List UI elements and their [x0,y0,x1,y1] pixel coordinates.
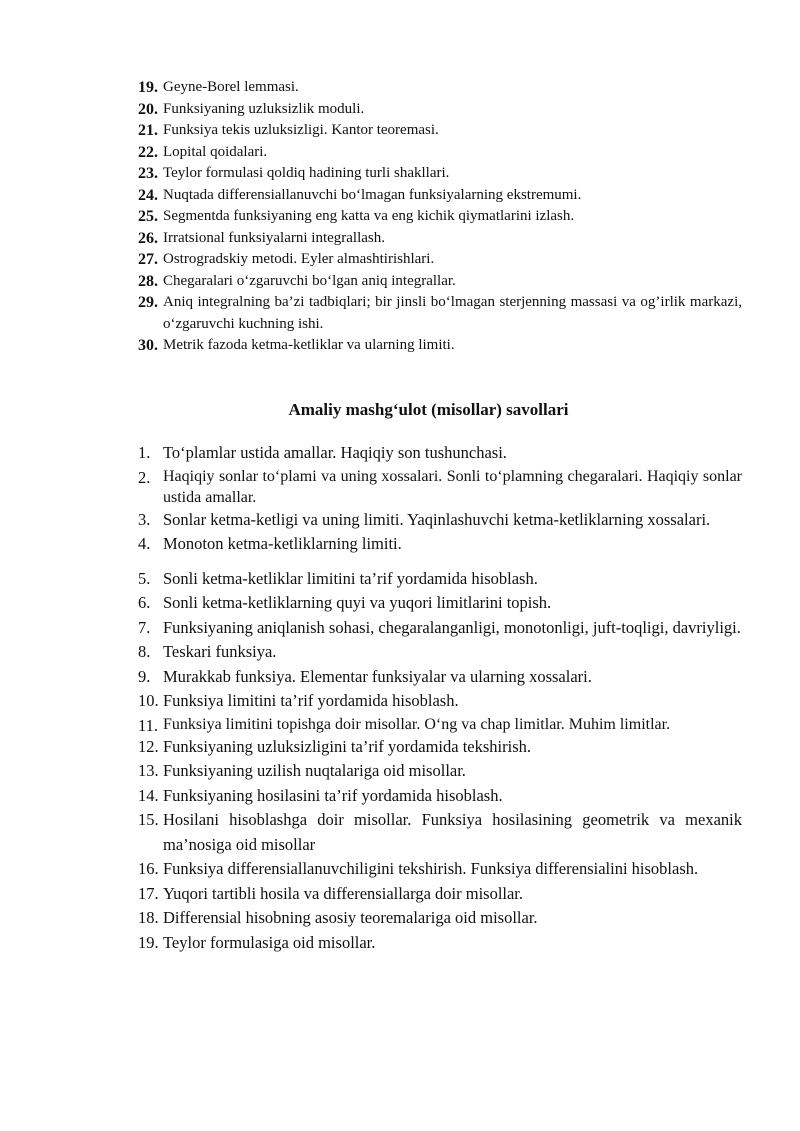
item-number: 8. [138,642,151,661]
item-number: 9. [138,666,151,686]
item-text: Nuqtada differensiallanuvchi bo‘lmagan funksiyalarning ekstremumi. [163,186,582,203]
list-item [138,228,742,250]
theory-topics-list [138,77,742,357]
item-text: Aniq integralning ba’zi tadbiqlari; bir jinsli bo‘lmagan sterjenning massasi va og’irlik markazi, o‘zgaruvchi kuchning ishi. [163,294,742,332]
item-number: 30. [138,337,158,354]
list-item [138,882,742,907]
item-number: 14. [138,785,159,805]
item-text: Funksiya limitini ta’rif yordamida hisoblash. [163,691,459,710]
item-text: Funksiya tekis uzluksizligi. Kantor teoremasi. [163,122,439,138]
list-item [138,271,742,293]
item-number: 22. [138,143,158,161]
item-text: Teylor formulasiga oid misollar. [163,932,376,952]
item-text: Funksiya limitini topishga doir misollar. O‘ng va chap limitlar. Muhim limitlar. [163,715,671,733]
list-item [138,249,742,271]
list-item [138,857,742,882]
item-number: 24. [138,186,158,204]
item-number: 25. [138,208,158,225]
item-number: 4. [138,534,151,553]
list-item [138,441,742,466]
item-text: Funksiyaning uzluksizligini ta’rif yordamida tekshirish. [163,736,531,756]
item-text: Chegaralari o‘zgaruvchi bo‘lgan aniq integrallar. [163,272,456,289]
item-number: 3. [138,509,151,529]
item-text: Sonli ketma-ketliklarning quyi va yuqori limitlarini topish. [163,593,552,612]
item-text: Funksiya differensiallanuvchiligini tekshirish. Funksiya differensialini hisoblash. [163,859,699,878]
list-item [138,120,742,142]
item-text: To‘plamlar ustida amallar. Haqiqiy son tushunchasi. [163,443,507,462]
item-text: Metrik fazoda ketma-ketliklar va ularning limiti. [163,337,455,353]
list-item [138,163,742,185]
list-item [138,77,742,99]
item-number: 10. [138,691,159,710]
item-text: Funksiyaning uzluksizlik moduli. [163,100,365,117]
list-item [138,759,742,784]
item-number: 6. [138,593,151,612]
list-item [138,466,742,508]
list-item [138,508,742,533]
list-item [138,292,742,335]
list-item [138,142,742,164]
list-item [138,616,742,641]
item-number: 13. [138,761,159,780]
list-item [138,689,742,714]
list-item [138,665,742,690]
item-text: Monoton ketma-ketliklarning limiti. [163,534,402,553]
item-number: 19. [138,932,159,952]
list-item [138,591,742,616]
list-item [138,808,742,857]
item-number: 17. [138,883,159,903]
list-item [138,640,742,665]
item-text: Haqiqiy sonlar to‘plami va uning xossalari. Sonli to‘plamning chegaralari. Haqiqiy sonlar ustida amallar. [163,467,742,506]
item-number: 2. [138,467,151,487]
item-number: 15. [138,810,159,829]
item-number: 12. [138,736,159,756]
item-number: 27. [138,251,158,268]
item-text: Segmentda funksiyaning eng katta va eng kichik qiymatlarini izlash. [163,208,575,224]
list-item [138,206,742,228]
practice-questions-list [138,441,742,955]
item-text: Hosilani hisoblashga doir misollar. Funksiya hosilasining geometrik va mexanik ma’nosiga oid misollar [163,810,742,854]
item-text: Differensial hisobning asosiy teoremalariga oid misollar. [163,908,538,927]
list-item [138,714,742,735]
list-item [138,906,742,931]
item-text: Geyne-Borel lemmasi. [163,79,299,95]
item-number: 28. [138,272,158,290]
item-number: 1. [138,443,151,462]
item-text: Funksiyaning hosilasini ta’rif yordamida hisoblash. [163,785,503,805]
list-item [138,784,742,809]
item-text: Teylor formulasi qoldiq hadining turli shakllari. [163,165,450,181]
item-number: 5. [138,568,151,588]
item-text: Murakkab funksiya. Elementar funksiyalar va ularning xossalari. [163,666,592,686]
item-number: 18. [138,908,159,927]
item-number: 26. [138,229,158,247]
item-number: 23. [138,165,158,182]
item-text: Funksiyaning aniqlanish sohasi, chegaralanganligi, monotonligi, juft-toqligi, davriyligi. [163,617,741,637]
item-number: 21. [138,122,158,139]
list-item [138,185,742,207]
section-heading: Amaliy mashg‘ulot (misollar) savollari [288,400,569,419]
item-text: Irratsional funksiyalarni integrallash. [163,229,386,246]
item-text: Funksiyaning uzilish nuqtalariga oid misollar. [163,761,466,780]
item-number: 16. [138,859,159,878]
item-text: Ostrogradskiy metodi. Eyler almashtirishlari. [163,251,435,267]
item-text: Sonlar ketma-ketligi va uning limiti. Yaqinlashuvchi ketma-ketliklarning xossalari. [163,509,711,529]
list-item [138,931,742,956]
item-number: 19. [138,79,158,96]
item-text: Sonli ketma-ketliklar limitini ta’rif yordamida hisoblash. [163,568,538,588]
item-number: 7. [138,617,151,637]
list-item [138,735,742,760]
list-item [138,99,742,121]
list-item [138,335,742,357]
list-item [138,567,742,592]
item-number: 11. [138,715,159,735]
item-number: 20. [138,100,158,118]
item-number: 29. [138,294,158,311]
item-text: Teskari funksiya. [163,642,277,661]
item-text: Yuqori tartibli hosila va differensiallarga doir misollar. [163,883,524,903]
item-text: Lopital qoidalari. [163,143,268,160]
list-item [138,532,742,557]
